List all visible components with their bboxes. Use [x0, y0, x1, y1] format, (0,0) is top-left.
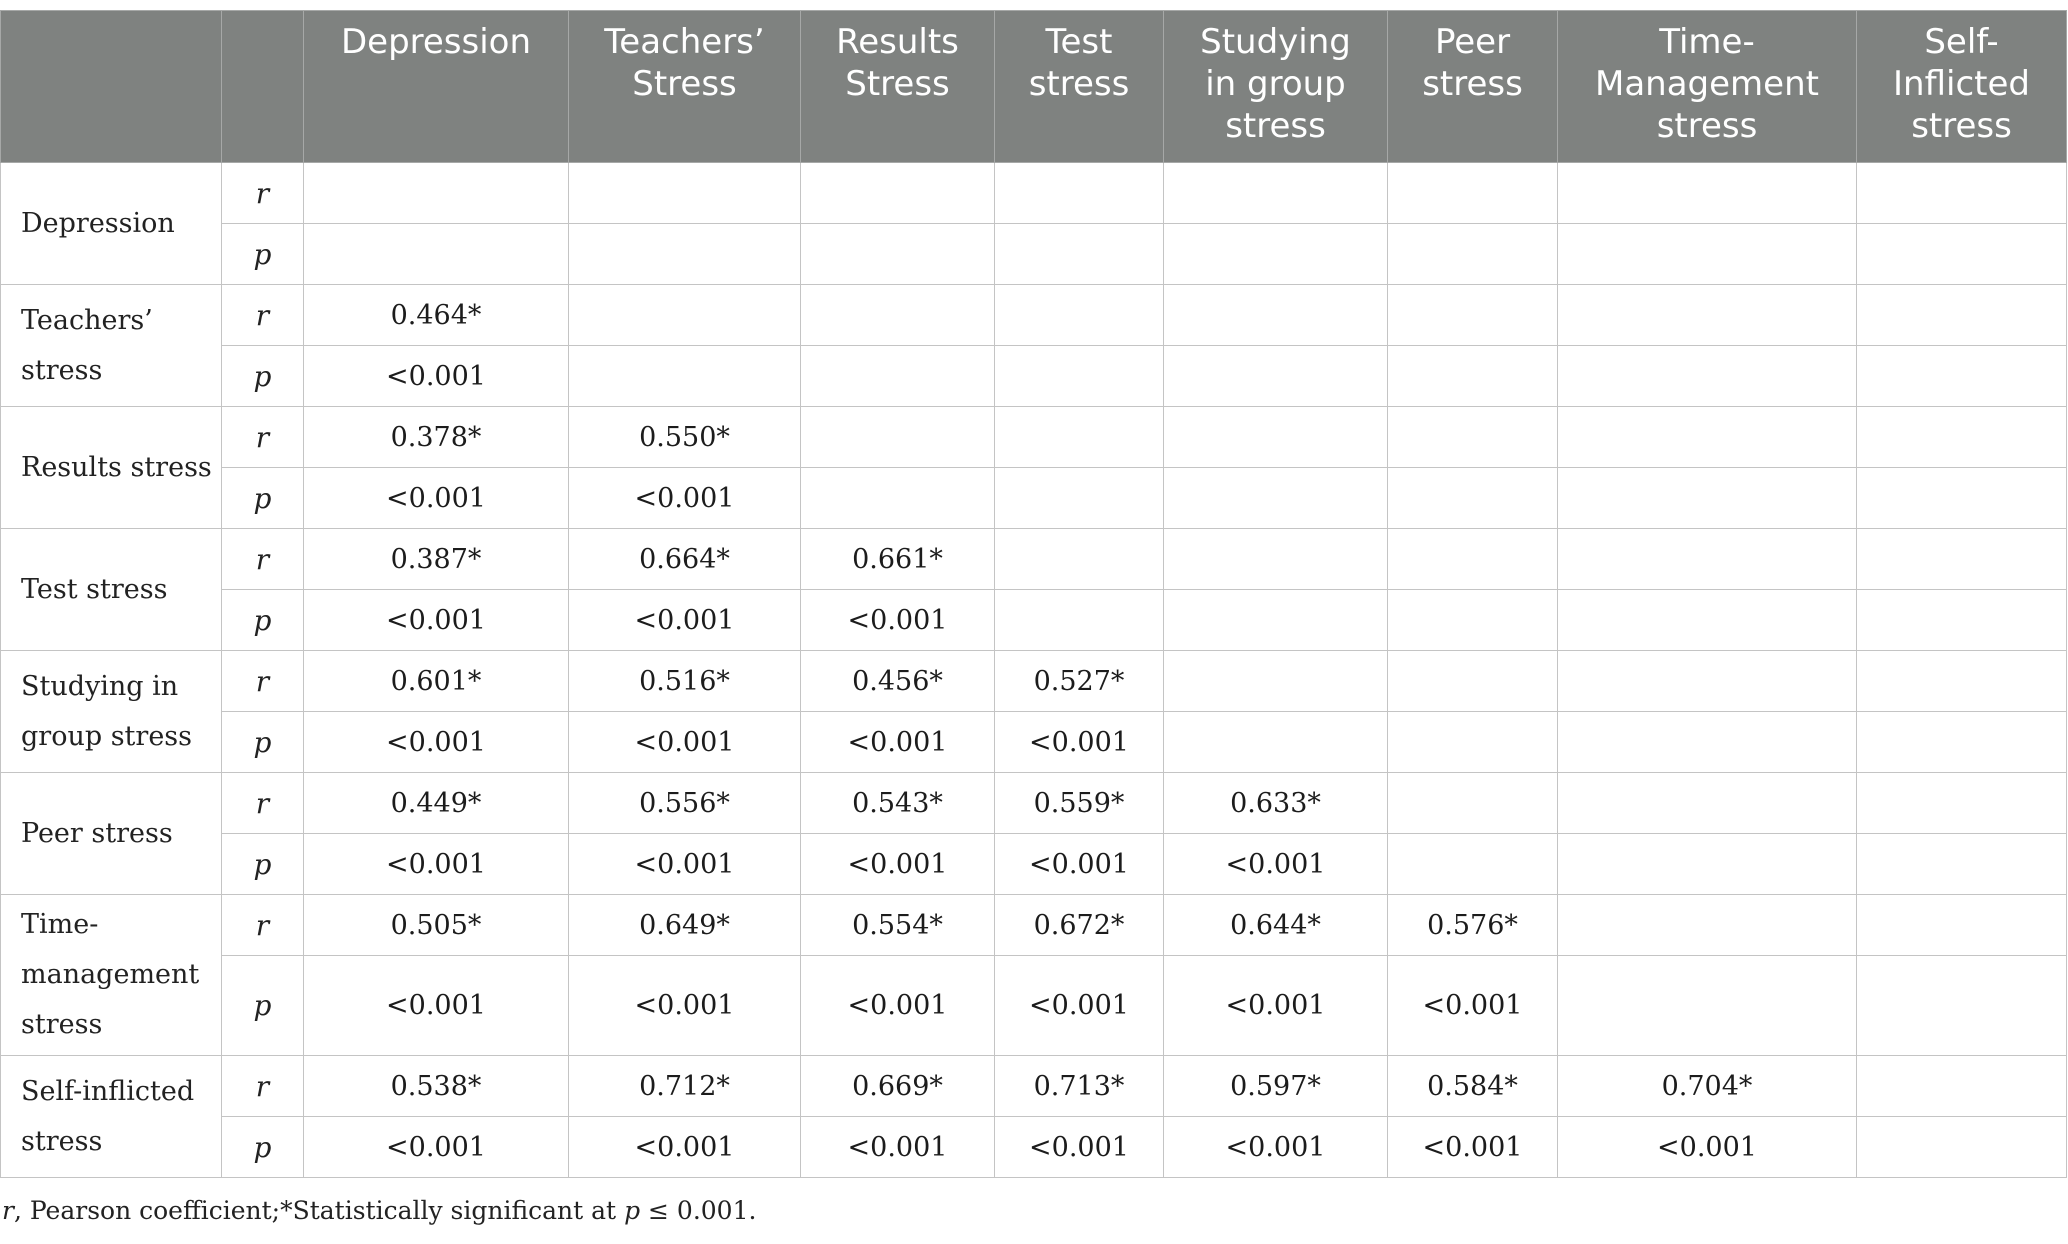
p-value-cell: <0.001 [801, 956, 995, 1056]
p-value-cell: <0.001 [569, 712, 801, 773]
statistic-label-r: r [222, 773, 304, 834]
correlation-value-cell: 0.649* [569, 895, 801, 956]
header-row [1, 11, 2067, 163]
p-value-cell [1857, 712, 2067, 773]
p-value-cell [1558, 346, 1857, 407]
correlation-value-cell: 0.387* [304, 529, 569, 590]
column-header: Time- Management stress [1558, 11, 1857, 163]
column-header [1, 11, 222, 163]
p-value-cell [1164, 346, 1388, 407]
p-value-cell [1164, 224, 1388, 285]
correlation-value-cell [1164, 529, 1388, 590]
correlation-value-cell: 0.554* [801, 895, 995, 956]
correlation-value-cell: 0.601* [304, 651, 569, 712]
p-value-cell: <0.001 [569, 468, 801, 529]
correlation-value-cell: 0.672* [995, 895, 1164, 956]
p-value-cell [1857, 468, 2067, 529]
footnote-text-2: ≤ 0.001. [640, 1196, 757, 1225]
p-value-cell [569, 224, 801, 285]
statistic-label-p: p [222, 346, 304, 407]
p-value-cell [1857, 956, 2067, 1056]
table-row [1, 346, 2067, 407]
p-value-cell: <0.001 [569, 834, 801, 895]
row-variable-label: Studying in group stress [1, 651, 222, 773]
p-value-cell [1857, 590, 2067, 651]
correlation-value-cell [1388, 651, 1558, 712]
correlation-value-cell [801, 163, 995, 224]
p-value-cell [1164, 712, 1388, 773]
table-row [1, 773, 2067, 834]
correlation-value-cell: 0.713* [995, 1056, 1164, 1117]
correlation-value-cell [1388, 529, 1558, 590]
correlation-value-cell [1857, 651, 2067, 712]
correlation-value-cell [1558, 651, 1857, 712]
correlation-value-cell [304, 163, 569, 224]
correlation-value-cell [1558, 163, 1857, 224]
statistic-label-r: r [222, 407, 304, 468]
table-row [1, 163, 2067, 224]
p-value-cell: <0.001 [304, 712, 569, 773]
correlation-value-cell: 0.505* [304, 895, 569, 956]
p-value-cell [995, 346, 1164, 407]
p-value-cell: <0.001 [995, 956, 1164, 1056]
correlation-value-cell: 0.516* [569, 651, 801, 712]
statistic-label-r: r [222, 1056, 304, 1117]
table-row [1, 1117, 2067, 1178]
p-value-cell: <0.001 [995, 834, 1164, 895]
correlation-value-cell: 0.550* [569, 407, 801, 468]
statistic-label-r: r [222, 651, 304, 712]
correlation-value-cell [1857, 1056, 2067, 1117]
table-row [1, 590, 2067, 651]
correlation-value-cell: 0.597* [1164, 1056, 1388, 1117]
row-variable-label: Teachers’ stress [1, 285, 222, 407]
p-value-cell [1388, 224, 1558, 285]
p-value-cell [1164, 590, 1388, 651]
column-header: Results Stress [801, 11, 995, 163]
p-value-cell: <0.001 [304, 1117, 569, 1178]
correlation-value-cell [569, 163, 801, 224]
p-value-cell [1388, 712, 1558, 773]
p-value-cell [1388, 346, 1558, 407]
correlation-value-cell [1558, 529, 1857, 590]
table-footnote [2, 1196, 756, 1225]
correlation-value-cell: 0.664* [569, 529, 801, 590]
p-value-cell: <0.001 [569, 590, 801, 651]
table-row [1, 895, 2067, 956]
correlation-value-cell: 0.576* [1388, 895, 1558, 956]
statistic-label-p: p [222, 712, 304, 773]
correlation-value-cell [1558, 407, 1857, 468]
table-row [1, 529, 2067, 590]
correlation-value-cell [569, 285, 801, 346]
p-value-cell [1164, 468, 1388, 529]
row-variable-label: Test stress [1, 529, 222, 651]
p-value-cell: <0.001 [1388, 1117, 1558, 1178]
statistic-label-p: p [222, 224, 304, 285]
correlation-value-cell [1857, 285, 2067, 346]
p-value-cell: <0.001 [304, 346, 569, 407]
p-value-cell: <0.001 [801, 712, 995, 773]
correlation-value-cell: 0.378* [304, 407, 569, 468]
p-value-cell [1558, 712, 1857, 773]
correlation-value-cell [1164, 651, 1388, 712]
p-value-cell [995, 468, 1164, 529]
p-value-cell: <0.001 [569, 956, 801, 1056]
p-value-cell [1857, 224, 2067, 285]
table-row [1, 834, 2067, 895]
correlation-value-cell [1857, 163, 2067, 224]
correlation-value-cell [1857, 895, 2067, 956]
p-value-cell: <0.001 [304, 834, 569, 895]
statistic-label-r: r [222, 529, 304, 590]
p-value-cell [995, 590, 1164, 651]
correlation-value-cell [1388, 407, 1558, 468]
footnote-p-symbol: p [624, 1196, 641, 1225]
correlation-value-cell [801, 285, 995, 346]
correlation-value-cell [1164, 407, 1388, 468]
statistic-label-p: p [222, 590, 304, 651]
column-header [222, 11, 304, 163]
p-value-cell: <0.001 [1388, 956, 1558, 1056]
table-row [1, 1056, 2067, 1117]
table-header [1, 11, 2067, 163]
row-variable-label: Depression [1, 163, 222, 285]
correlation-value-cell [995, 407, 1164, 468]
statistic-label-r: r [222, 285, 304, 346]
p-value-cell: <0.001 [995, 1117, 1164, 1178]
p-value-cell: <0.001 [801, 834, 995, 895]
table-body [1, 163, 2067, 1178]
p-value-cell [1388, 468, 1558, 529]
table-row [1, 956, 2067, 1056]
p-value-cell [1388, 834, 1558, 895]
column-header: Studying in group stress [1164, 11, 1388, 163]
p-value-cell: <0.001 [304, 590, 569, 651]
statistic-label-r: r [222, 895, 304, 956]
column-header: Test stress [995, 11, 1164, 163]
p-value-cell [1558, 956, 1857, 1056]
p-value-cell [1857, 1117, 2067, 1178]
row-variable-label: Time- management stress [1, 895, 222, 1056]
p-value-cell [801, 468, 995, 529]
p-value-cell: <0.001 [1164, 1117, 1388, 1178]
table-row [1, 468, 2067, 529]
statistic-label-p: p [222, 834, 304, 895]
column-header: Teachers’ Stress [569, 11, 801, 163]
p-value-cell [1388, 590, 1558, 651]
correlation-value-cell: 0.661* [801, 529, 995, 590]
table-row [1, 285, 2067, 346]
column-header: Peer stress [1388, 11, 1558, 163]
correlation-value-cell: 0.704* [1558, 1056, 1857, 1117]
correlation-value-cell: 0.584* [1388, 1056, 1558, 1117]
correlation-value-cell: 0.712* [569, 1056, 801, 1117]
footnote-r-symbol: r [2, 1196, 14, 1225]
p-value-cell [801, 224, 995, 285]
correlation-value-cell: 0.456* [801, 651, 995, 712]
correlation-value-cell [801, 407, 995, 468]
correlation-value-cell [1388, 285, 1558, 346]
correlation-value-cell: 0.527* [995, 651, 1164, 712]
p-value-cell [1857, 346, 2067, 407]
p-value-cell: <0.001 [1558, 1117, 1857, 1178]
p-value-cell [1558, 590, 1857, 651]
statistic-label-r: r [222, 163, 304, 224]
correlation-value-cell: 0.559* [995, 773, 1164, 834]
column-header: Self- Inflicted stress [1857, 11, 2067, 163]
p-value-cell [304, 224, 569, 285]
p-value-cell [801, 346, 995, 407]
row-variable-label: Self-inflicted stress [1, 1056, 222, 1178]
correlation-value-cell [1558, 773, 1857, 834]
p-value-cell: <0.001 [1164, 834, 1388, 895]
p-value-cell: <0.001 [1164, 956, 1388, 1056]
correlation-value-cell: 0.449* [304, 773, 569, 834]
correlation-value-cell [1164, 163, 1388, 224]
correlation-value-cell: 0.644* [1164, 895, 1388, 956]
table-row [1, 407, 2067, 468]
correlation-value-cell: 0.633* [1164, 773, 1388, 834]
correlation-value-cell: 0.556* [569, 773, 801, 834]
correlation-value-cell [1857, 407, 2067, 468]
p-value-cell [569, 346, 801, 407]
correlation-value-cell: 0.464* [304, 285, 569, 346]
table-row [1, 651, 2067, 712]
p-value-cell [1857, 834, 2067, 895]
correlation-value-cell [1857, 773, 2067, 834]
correlation-value-cell [1388, 163, 1558, 224]
correlation-value-cell [1388, 773, 1558, 834]
p-value-cell: <0.001 [569, 1117, 801, 1178]
table-row [1, 712, 2067, 773]
correlation-value-cell: 0.543* [801, 773, 995, 834]
p-value-cell: <0.001 [995, 712, 1164, 773]
correlation-value-cell [995, 529, 1164, 590]
correlation-value-cell: 0.669* [801, 1056, 995, 1117]
p-value-cell: <0.001 [304, 956, 569, 1056]
statistic-label-p: p [222, 1117, 304, 1178]
p-value-cell: <0.001 [304, 468, 569, 529]
table-row [1, 224, 2067, 285]
p-value-cell [995, 224, 1164, 285]
p-value-cell [1558, 468, 1857, 529]
p-value-cell: <0.001 [801, 1117, 995, 1178]
p-value-cell [1558, 224, 1857, 285]
column-header: Depression [304, 11, 569, 163]
p-value-cell: <0.001 [801, 590, 995, 651]
correlation-value-cell [995, 163, 1164, 224]
correlation-value-cell [1558, 285, 1857, 346]
statistic-label-p: p [222, 956, 304, 1056]
correlation-value-cell [1558, 895, 1857, 956]
row-variable-label: Results stress [1, 407, 222, 529]
correlation-table [0, 10, 2067, 1178]
correlation-value-cell [1164, 285, 1388, 346]
row-variable-label: Peer stress [1, 773, 222, 895]
footnote-text-1: , Pearson coefficient;*Statistically significant at [13, 1196, 625, 1225]
correlation-value-cell [1857, 529, 2067, 590]
p-value-cell [1558, 834, 1857, 895]
statistic-label-p: p [222, 468, 304, 529]
correlation-value-cell: 0.538* [304, 1056, 569, 1117]
correlation-value-cell [995, 285, 1164, 346]
